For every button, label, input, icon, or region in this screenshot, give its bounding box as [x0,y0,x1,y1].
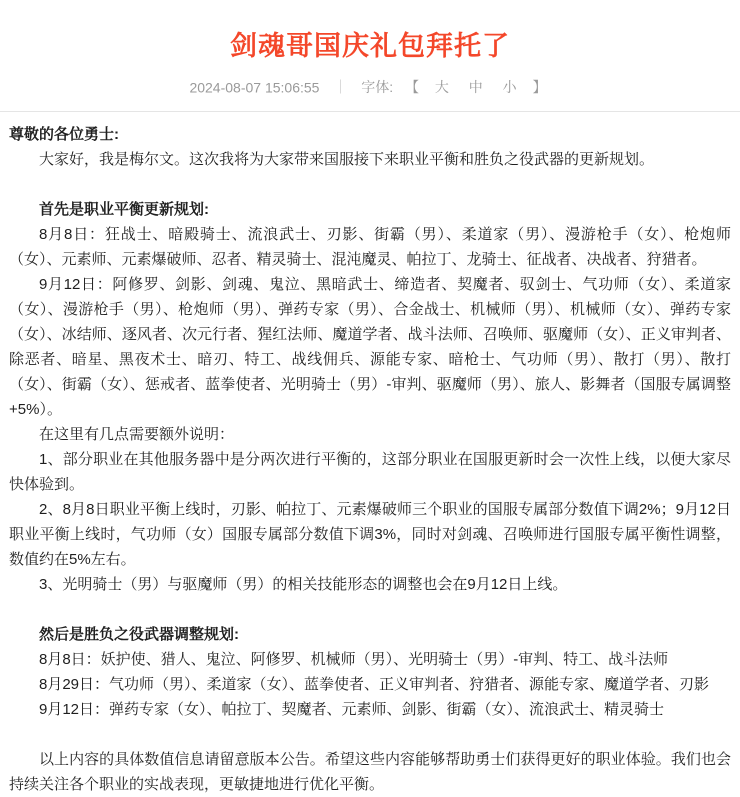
note-1: 1、部分职业在其他服务器中是分两次进行平衡的，这部分职业在国服更新时会一次性上线，以便大家尽快体验到。 [9,451,731,494]
balance-list-aug8: 8月8日：狂战士、暗殿骑士、流浪武士、刃影、街霸（男）、柔道家（男）、漫游枪手（女）、枪炮师（女）、元素师、元素爆破师、忍者、精灵骑士、混沌魔灵、帕拉丁、龙骑士、征战者、决战者、狩猎者。 [9,226,731,269]
bracket-open: 【 [405,79,419,96]
closing-paragraph: 以上内容的具体数值信息请留意版本公告。希望这些内容能够帮助勇士们获得更好的职业体验。我们也会持续关注各个职业的实战表现，更敏捷地进行优化平衡。 [9,751,731,794]
intro-paragraph: 大家好，我是梅尔文。这次我将为大家带来国服接下来职业平衡和胜负之役武器的更新规划。 [39,151,655,169]
article-header [0,0,740,97]
publish-date: 2024-08-07 15:06:55 [189,79,320,96]
balance-list-sep12: 9月12日：阿修罗、剑影、剑魂、鬼泣、黑暗武士、缔造者、契魔者、驭剑士、气功师（女）、柔道家（女）、漫游枪手（男）、枪炮师（男）、弹药专家（男）、合金战士、机械师（男）、机械师（女）、弹药专家（女）、冰结师、逐风者、次元行者、猩红法师、魔道学者、战斗法师、召唤师、驱魔师（女）、正义审判者、除恶者、暗星、黑夜术士、暗刃、特工、战线佣兵、源能专家、暗枪士、气功师（男）、散打（男）、散打（女）、街霸（女）、惩戒者、蓝拳使者、光明骑士（男）-审判、驱魔师（男）、旅人、影舞者（国服专属调整+5%）。 [9,276,731,419]
weapon-list-aug29: 8月29日：气功师（男）、柔道家（女）、蓝拳使者、正义审判者、狩猎者、源能专家、魔道学者、刃影 [39,676,710,694]
page-title: 剑魂哥国庆礼包拜托了 [230,31,510,61]
section-balance-title: 首先是职业平衡更新规划: [39,201,209,219]
bracket-close: 】 [532,79,547,96]
weapon-list-sep12: 9月12日：弹药专家（女）、帕拉丁、契魔者、元素师、剑影、街霸（女）、流浪武士、精灵骑士 [39,701,665,719]
font-size-medium-button[interactable]: 中 [468,79,483,96]
section-weapon-title: 然后是胜负之役武器调整规划: [39,626,239,644]
font-size-small-button[interactable]: 小 [502,79,517,96]
article-body [0,112,740,797]
weapon-list-aug8: 8月8日：妖护使、猎人、鬼泣、阿修罗、机械师（男）、光明骑士（男）-审判、特工、战斗法师 [39,651,669,669]
meta-separator: ｜ [333,79,348,96]
note-3: 3、光明骑士（男）与驱魔师（男）的相关技能形态的调整也会在9月12日上线。 [39,576,568,594]
note-2: 2、8月8日职业平衡上线时，刃影、帕拉丁、元素爆破师三个职业的国服专属部分数值下调2%；9月12日职业平衡上线时，气功师（女）国服专属部分数值下调3%，同时对剑魂、召唤师进行国服专属平衡性调整，数值约在5%左右。 [9,501,731,569]
font-size-label: 字体: [361,79,394,96]
notes-intro-line: 在这里有几点需要额外说明： [39,426,235,444]
greeting-line: 尊敬的各位勇士: [9,126,119,144]
article-meta [0,76,740,97]
font-size-large-button[interactable]: 大 [434,79,449,96]
